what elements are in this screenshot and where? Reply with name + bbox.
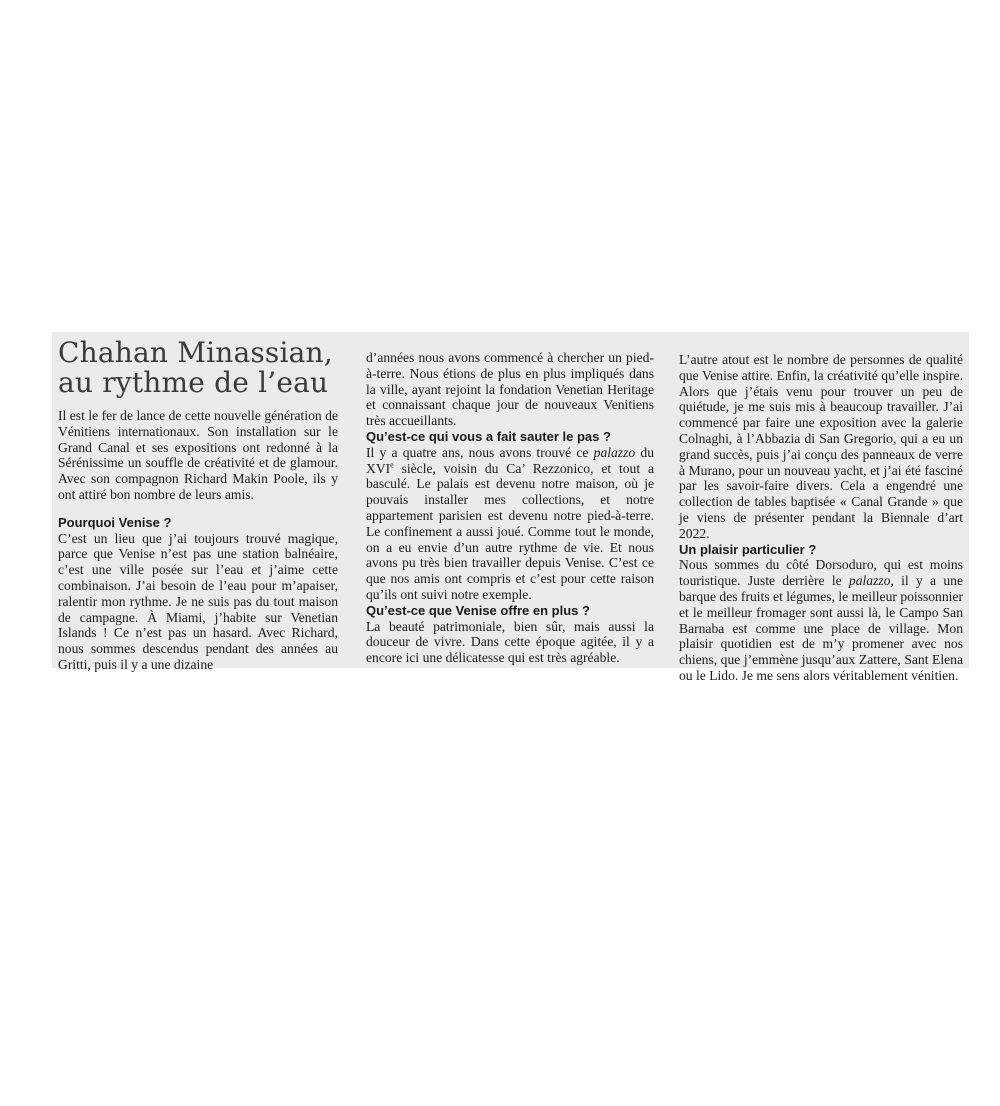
- answer-4-text-a: Nous sommes du côté Dorsoduro, qui est moins touristique. Juste derrière le: [679, 557, 963, 589]
- answer-4-text-b: , il y a une barque des fruits et légumes, le meilleur poissonnier et le meilleur fromager sont aussi là, le Campo San Barnaba est comme une place de village. Mon plaisir quotidien est de m’y promener avec nos chiens, que j’emmène jusqu’aux Zattere, Sant Elena ou le Lido. Je me sens alors véritablement vénitien.: [679, 573, 963, 683]
- article-clipping: [52, 332, 969, 683]
- answer-4-palazzo: palazzo: [848, 573, 891, 589]
- answer-2: [366, 445, 654, 603]
- question-pourquoi-venise: Pourquoi Venise ?: [58, 514, 172, 530]
- answer-2-text-a: Il y a quatre ans, nous avons trouvé ce: [366, 444, 589, 460]
- article-title: [58, 338, 338, 398]
- answer-1-part-2: d’années nous avons commencé à chercher un pied-à-terre. Nous étions de plus en plus impliqués dans la ville, ayant rejoint la fondation Venetian Heritage et connaissant chaque jour de nouveaux Venitiens très accueillants.: [366, 350, 654, 429]
- answer-2-palazzo: palazzo: [593, 444, 636, 460]
- answer-3-part-1: La beauté patrimoniale, bien sûr, mais aussi la douceur de vivre. Dans cette époque agitée, il y a encore ici une délicatesse qui est très agréable.: [366, 618, 654, 666]
- answer-4: [679, 557, 963, 683]
- article-column-3: [679, 352, 963, 684]
- article-column-2: [366, 350, 654, 666]
- article-intro: Il est le fer de lance de cette nouvelle génération de Vénitiens internationaux. Son installation sur le Grand Canal et ses expositions ont redonné à la Sérénissime un souffle de créativité et de glamour. Avec son compagnon Richard Makin Poole, ils y ont attiré bon nombre de leurs amis.: [58, 408, 338, 502]
- answer-2-text-b: du XVI: [366, 444, 654, 476]
- answer-2-superscript: e: [390, 460, 394, 470]
- article-title-line-1: Chahan Minassian,: [58, 336, 333, 369]
- answer-3-part-2: L’autre atout est le nombre de personnes de qualité que Venise attire. Enfin, la créativité qu’elle inspire. Alors que j’étais venu pour trouver un peu de quiétude, je me suis mis à beaucoup travailler. J’ai commencé par faire une exposition avec la galerie Colnaghi, à l’Abbazia di San Gregorio, qui a eu un grand succès, puis j’ai conçu des panneaux de verre à Murano, pour un nouveau yacht, et j’ai été fasciné par les savoir-faire divers. Cela a engendré une collection de tables baptisée « Canal Grande » que je viens de présenter pendant la Biennale d’art 2022.: [679, 352, 963, 541]
- article-title-line-2: au rythme de l’eau: [58, 366, 329, 399]
- question-plaisir-particulier: Un plaisir particulier ?: [679, 541, 817, 557]
- article-column-1: [58, 338, 338, 673]
- answer-1-part-1: C’est un lieu que j’ai toujours trouvé magique, parce que Venise n’est pas une station balnéaire, c’est une ville posée sur l’eau et j’aime cette combinaison. J’ai besoin de l’eau pour m’apaiser, ralentir mon rythme. Je ne suis pas du tout maison de campagne. À Miami, j’habite sur Venetian Islands ! Ce n’est pas un hasard. Avec Richard, nous sommes descendus pendant des années au Gritti, puis il y a une dizaine: [58, 530, 338, 672]
- answer-2-text-c: siècle, voisin du Ca’ Rezzonico, et tout a basculé. Le palais est devenu notre maison, où je pouvais installer mes collections, et notre appartement parisien est devenu notre pied-à-terre. Le confinement a aussi joué. Comme tout le monde, on a eu envie d’un autre rythme de vie. Et nous avons pu très bien travailler depuis Venise. C’est ce que nos amis ont compris et c’est pour cette raison qu’ils ont suivi notre exemple.: [366, 460, 654, 602]
- question-venise-offre: Qu’est-ce que Venise offre en plus ?: [366, 602, 590, 618]
- question-sauter-le-pas: Qu’est-ce qui vous a fait sauter le pas ?: [366, 428, 611, 444]
